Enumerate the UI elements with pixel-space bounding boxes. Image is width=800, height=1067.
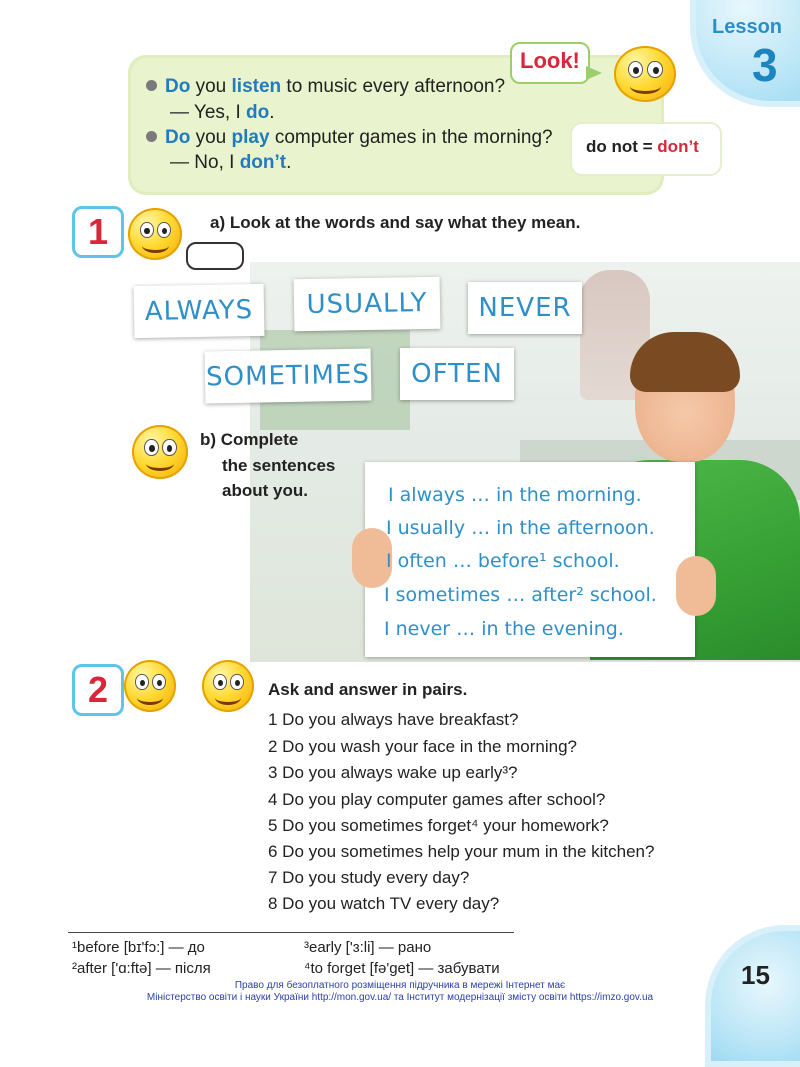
question-item: 2 Do you wash your face in the morning? [268, 737, 578, 756]
bullet-icon [146, 131, 157, 142]
question-item: 3 Do you always wake up early³? [268, 763, 518, 782]
lesson-label: Lesson [712, 16, 783, 38]
instruction-b-line-1: b) Complete [200, 430, 299, 449]
question-item: 6 Do you sometimes help your mum in the kitchen? [268, 842, 655, 861]
empty-speech-bubble [186, 242, 244, 270]
grammar-line-1: Do you listen to music every afternoon? [146, 76, 505, 98]
instruction-b-line-3: about you. [222, 481, 308, 500]
exercise-number-1: 1 [72, 206, 124, 258]
contraction-text: do not = don’t [586, 137, 699, 156]
smiley-icon [202, 660, 254, 712]
page-number: 15 [741, 960, 770, 990]
instruction-a: a) Look at the words and say what they mean. [210, 213, 581, 232]
smiley-icon [614, 46, 676, 102]
credit-line-2: Міністерство освіти і науки України http://mon.gov.ua/ та Інститут модернізації змісту освіти https://imzo.gov.ua [146, 992, 654, 1003]
grammar-line-4: — No, I don’t. [170, 152, 292, 173]
question-item: 5 Do you sometimes forget⁴ your homework? [268, 816, 609, 835]
whiteboard-sentence: I never … in the evening. [384, 618, 624, 640]
right-hand [676, 556, 716, 616]
whiteboard-sentence: I usually … in the afternoon. [386, 517, 655, 539]
question-item: 7 Do you study every day? [268, 868, 470, 887]
instruction-b-line-2: the sentences [222, 456, 336, 475]
question-item: 8 Do you watch TV every day? [268, 894, 500, 913]
whiteboard-sentence: I sometimes … after² school. [384, 584, 657, 606]
lesson-number: 3 [752, 39, 778, 91]
exercise-2-instruction: Ask and answer in pairs. [268, 680, 468, 699]
look-label: Look! [520, 48, 580, 73]
whiteboard-sentence: I always … in the morning. [388, 484, 642, 506]
word-card-sometimes: SOMETIMES [205, 349, 372, 404]
speech-tail-icon [586, 66, 602, 80]
credit-line-1: Право для безоплатного розміщення підручника в мережі Інтернет має [234, 980, 566, 991]
word-card-never: NEVER [468, 282, 582, 334]
footnote: ¹before [bɪ'fɔ:] — до [72, 939, 205, 956]
footnote: ⁴to forget [fə'get] — забувати [304, 960, 500, 977]
bullet-icon [146, 80, 157, 91]
question-item: 1 Do you always have breakfast? [268, 710, 519, 729]
boy-hair [630, 332, 740, 392]
smiley-with-pencil-icon [132, 425, 188, 479]
exercise-number-2: 2 [72, 664, 124, 716]
footnote: ²after ['ɑ:ftə] — після [72, 960, 211, 977]
smiley-icon [124, 660, 176, 712]
question-item: 4 Do you play computer games after school? [268, 790, 606, 809]
word-card-often: OFTEN [400, 348, 514, 400]
grammar-line-3: Do you play computer games in the morning? [146, 127, 553, 149]
word-card-always: ALWAYS [134, 284, 265, 338]
whiteboard-sentence: I often … before¹ school. [386, 550, 620, 572]
word-card-usually: USUALLY [294, 277, 441, 332]
grammar-line-2: — Yes, I do. [170, 102, 275, 123]
smiley-icon [128, 208, 182, 260]
footnote-divider [68, 932, 514, 933]
footnote: ³early ['ɜ:li] — рано [304, 939, 432, 956]
